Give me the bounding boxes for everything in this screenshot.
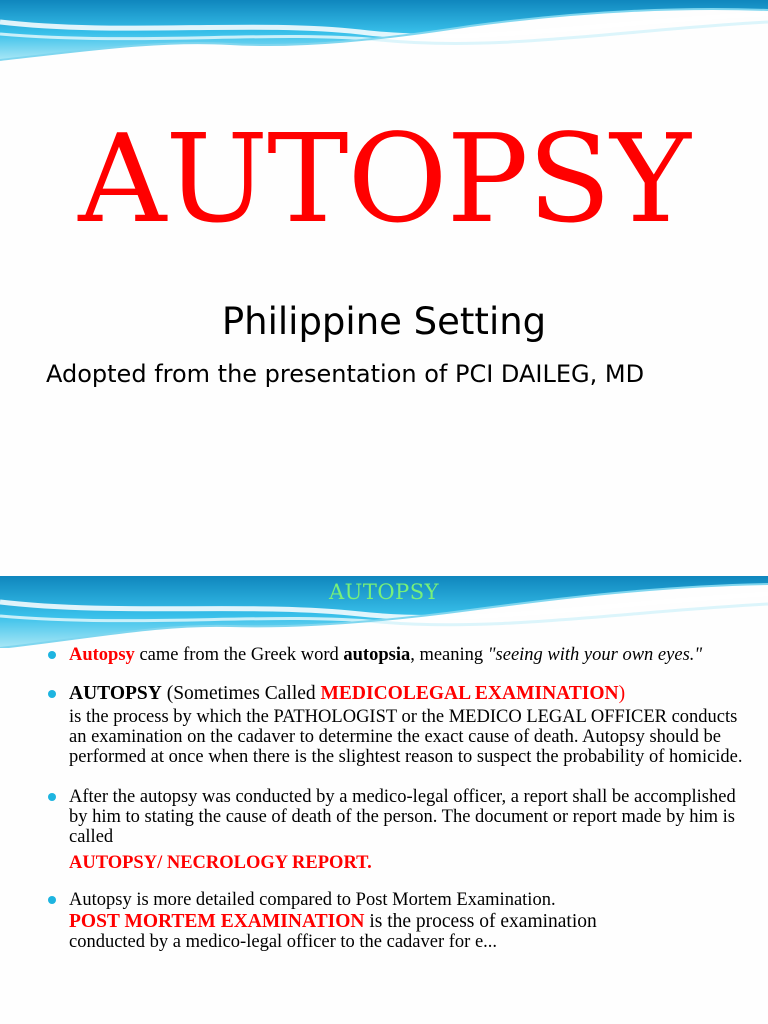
wave-banner [0, 0, 768, 70]
report-name: AUTOPSY/ NECROLOGY REPORT. [69, 853, 372, 873]
bullet-body: is the process by which the PATHOLOGIST or the MEDICO LEGAL OFFICER conducts an examination on the cadaver to determine the exact cause of death. Autopsy should be performed at once when there is the slightest reason to suspect the probability of homicide. [69, 707, 743, 767]
bullet-item [48, 890, 748, 952]
credit-line: Adopted from the presentation of PCI DAILEG, MD [46, 360, 645, 388]
bullet-icon [48, 793, 56, 801]
content-slide [0, 576, 768, 1024]
slide-title: AUTOPSY [329, 580, 439, 604]
bullet-icon [48, 896, 56, 904]
bullet-text: Autopsy is more detailed compared to Post Mortem Examination. [69, 890, 556, 910]
alt-name: MEDICOLEGAL EXAMINATION [320, 683, 619, 704]
bullet-text: (Sometimes Called [161, 683, 321, 704]
bullet-icon [48, 651, 56, 659]
bullet-text: conducted by a medico-legal officer to the cadaver for e... [69, 932, 498, 952]
bullet-text: is the process of examination [364, 911, 597, 932]
slide-title: AUTOPSY [78, 108, 690, 250]
bullet-item [48, 787, 748, 873]
bullet-list [48, 645, 748, 952]
greek-word: autopsia [343, 645, 411, 665]
bullet-text: came from the Greek word [134, 645, 344, 665]
pme-term: POST MORTEM EXAMINATION [69, 911, 365, 932]
bullet-icon [48, 690, 56, 698]
meaning-quote: "seeing with your own eyes." [487, 645, 703, 665]
bullet-text: ) [618, 683, 626, 704]
term-autopsy-caps: AUTOPSY [69, 683, 162, 704]
term-autopsy: Autopsy [69, 645, 135, 665]
bullet-text: , meaning [410, 645, 488, 665]
bullet-item [48, 645, 748, 665]
slide-subtitle: Philippine Setting [221, 300, 547, 343]
bullet-text: After the autopsy was conducted by a medico-legal officer, a report shall be accomplished by him to stating the cause of death of the person. The document or report made by him is called [69, 787, 736, 847]
bullet-item [48, 684, 748, 767]
